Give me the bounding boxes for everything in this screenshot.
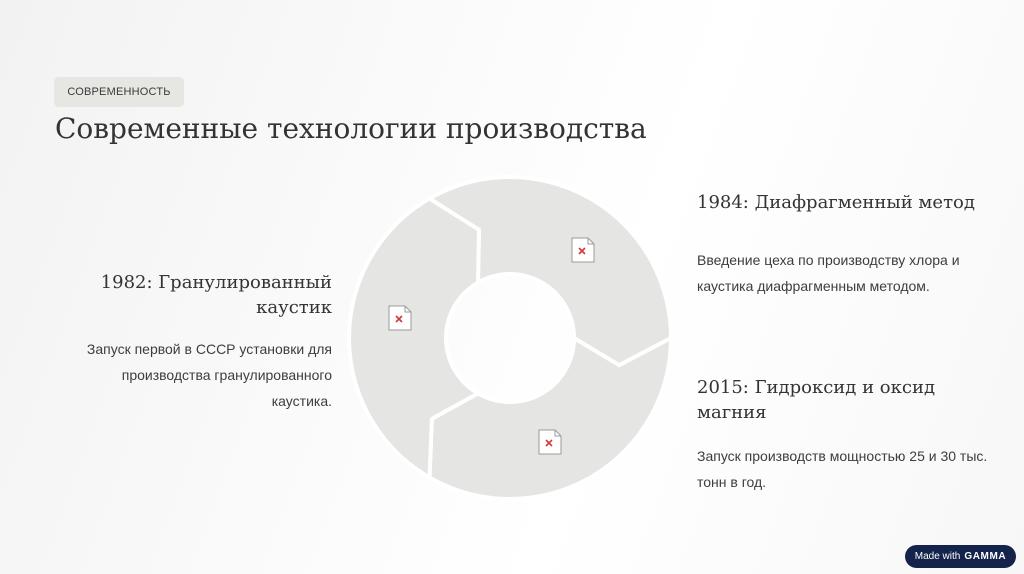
item-1982-text: Запуск первой в СССР установки для производства гранулированного каустика. [86, 341, 332, 409]
made-with-gamma-badge[interactable] [905, 545, 1016, 568]
item-1982-heading: 1982: Гранулированный каустик [100, 272, 332, 318]
item-1984-heading: 1984: Диафрагменный метод [697, 192, 975, 213]
cycle-segments [349, 177, 671, 499]
badge-brand: GAMMA [964, 551, 1007, 562]
item-1984-text: Введение цеха по производству хлора и каустика диафрагменным методом. [697, 252, 960, 294]
item-2015 [697, 375, 997, 495]
item-2015-heading: 2015: Гидроксид и оксид магния [697, 377, 936, 423]
item-1984 [697, 190, 997, 299]
broken-image-icon [572, 238, 594, 262]
bottom-segment [430, 338, 672, 499]
broken-image-icon [539, 430, 561, 454]
badge-prefix: Made with [914, 551, 961, 562]
section-tag: СОВРЕМЕННОСТЬ [54, 77, 184, 107]
item-1982 [70, 270, 332, 414]
cycle-diagram [340, 170, 680, 510]
item-2015-text: Запуск производств мощностью 25 и 30 тыс. тонн в год. [697, 448, 988, 490]
broken-image-icon [389, 306, 411, 330]
page-title: Современные технологии производства [55, 112, 647, 145]
